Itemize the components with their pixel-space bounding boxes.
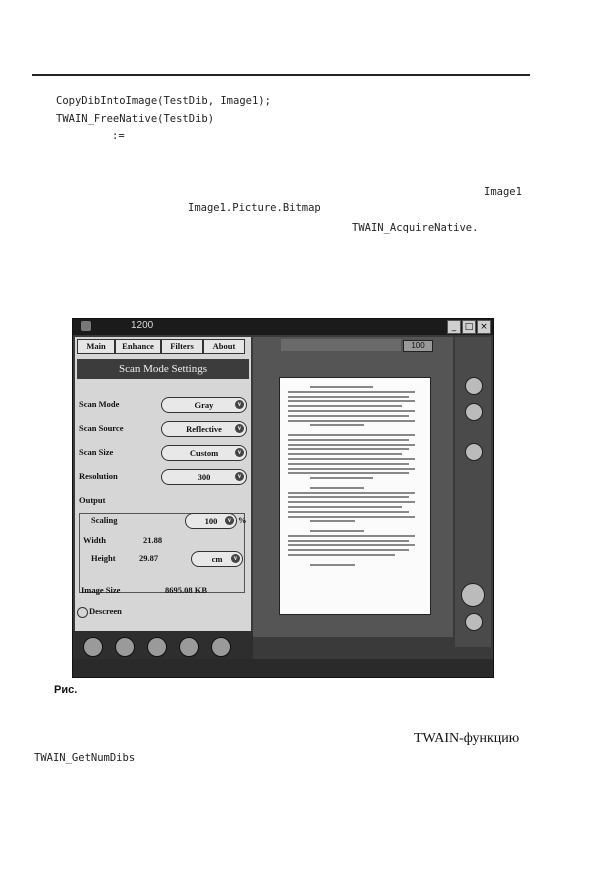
output-label: Output xyxy=(79,495,106,505)
figure-caption: Рис. xyxy=(54,684,78,696)
preview-zoom-field[interactable]: 100 xyxy=(403,340,433,352)
bottom-toolbar xyxy=(73,631,253,661)
text-line xyxy=(288,444,415,446)
text-line xyxy=(288,501,415,503)
chevron-down-icon: v xyxy=(225,516,234,525)
text-line xyxy=(310,520,355,522)
code-line-2: TWAIN_FreeNative(TestDib) xyxy=(56,113,215,125)
text-line xyxy=(288,468,415,470)
chevron-down-icon: v xyxy=(235,400,244,409)
color-icon[interactable] xyxy=(465,443,483,461)
text-line xyxy=(310,477,373,479)
descreen-radio[interactable] xyxy=(77,607,88,618)
settings-icon[interactable] xyxy=(179,637,199,657)
close-icon[interactable]: × xyxy=(477,320,491,334)
height-value: 29.87 xyxy=(139,553,159,563)
status-bar xyxy=(73,659,493,677)
new-icon[interactable] xyxy=(83,637,103,657)
tab-main[interactable]: Main xyxy=(77,339,115,354)
maximize-icon[interactable]: □ xyxy=(462,320,476,334)
text-line xyxy=(288,400,415,402)
title-bar xyxy=(73,319,493,335)
rotate-icon[interactable] xyxy=(465,377,483,395)
text-line xyxy=(310,487,364,489)
right-toolbar xyxy=(455,337,491,647)
scaling-label: Scaling xyxy=(91,515,118,525)
header-rule xyxy=(32,74,530,76)
scaling-unit: % xyxy=(238,515,247,525)
scan-size-label: Scan Size xyxy=(79,447,114,457)
scan-mode-label: Scan Mode xyxy=(79,399,120,409)
chevron-down-icon: v xyxy=(235,448,244,457)
scan-source-label: Scan Source xyxy=(79,423,124,433)
text-line xyxy=(310,386,373,388)
save-icon[interactable] xyxy=(147,637,167,657)
settings-panel xyxy=(75,337,251,633)
preview-page xyxy=(279,377,431,615)
text-line xyxy=(288,415,409,417)
text-line xyxy=(288,544,415,546)
check-icon[interactable] xyxy=(465,403,483,421)
width-value: 21.88 xyxy=(143,535,163,545)
width-label: Width xyxy=(83,535,106,545)
text-line xyxy=(288,439,409,441)
text-line xyxy=(310,564,355,566)
scan-source-select[interactable]: Reflective v xyxy=(161,421,247,437)
code-line-3: := xyxy=(112,130,125,142)
text-line xyxy=(310,424,364,426)
text-line xyxy=(288,453,402,455)
chevron-down-icon: v xyxy=(235,424,244,433)
tab-filters[interactable]: Filters xyxy=(161,339,203,354)
bottom-code: TWAIN_GetNumDibs xyxy=(34,752,136,764)
tab-enhance[interactable]: Enhance xyxy=(115,339,161,354)
text-line xyxy=(288,396,409,398)
app-icon xyxy=(81,321,91,331)
unit-select[interactable]: cm v xyxy=(191,551,243,567)
text-line xyxy=(288,492,415,494)
scan-mode-select[interactable]: Gray v xyxy=(161,397,247,413)
height-label: Height xyxy=(91,553,116,563)
text-line xyxy=(288,472,409,474)
preview-toolbar xyxy=(281,339,401,351)
minimize-icon[interactable]: _ xyxy=(447,320,461,334)
text-line xyxy=(288,540,409,542)
resolution-select[interactable]: 300 v xyxy=(161,469,247,485)
text-line xyxy=(288,496,409,498)
body-text: TWAIN-функцию xyxy=(414,731,520,746)
scaling-select[interactable]: 100 v xyxy=(185,513,237,529)
chevron-down-icon: v xyxy=(231,554,240,563)
text-line xyxy=(288,535,415,537)
tab-about[interactable]: About xyxy=(203,339,245,354)
text-line xyxy=(288,511,409,513)
text-line xyxy=(288,410,415,412)
descreen-label: Descreen xyxy=(89,606,122,616)
text-line xyxy=(288,458,415,460)
text-line xyxy=(288,434,415,436)
text-line xyxy=(288,405,402,407)
code-ref-bitmap: Image1.Picture.Bitmap xyxy=(188,202,321,214)
text-line xyxy=(310,530,364,532)
text-line xyxy=(288,516,415,518)
scanner-window xyxy=(72,318,494,678)
window-title: 1200 xyxy=(131,320,154,331)
image-size-label: Image Size xyxy=(81,585,121,595)
dial-icon[interactable] xyxy=(465,613,483,631)
code-ref-image1: Image1 xyxy=(484,186,522,198)
text-line xyxy=(288,549,409,551)
text-line xyxy=(288,420,415,422)
code-ref-acquire: TWAIN_AcquireNative. xyxy=(352,222,479,234)
text-line xyxy=(288,391,415,393)
chevron-down-icon: v xyxy=(235,472,244,481)
scan-button-icon[interactable] xyxy=(461,583,485,607)
help-icon[interactable] xyxy=(211,637,231,657)
text-line xyxy=(288,448,409,450)
code-line-1: CopyDibIntoImage(TestDib, Image1); xyxy=(56,95,271,107)
text-line xyxy=(288,463,409,465)
text-line xyxy=(288,506,402,508)
resolution-label: Resolution xyxy=(79,471,118,481)
panel-header: Scan Mode Settings xyxy=(77,359,249,379)
image-size-value: 8695.08 KB xyxy=(165,585,208,595)
text-line xyxy=(288,554,395,556)
scan-size-select[interactable]: Custom v xyxy=(161,445,247,461)
open-icon[interactable] xyxy=(115,637,135,657)
